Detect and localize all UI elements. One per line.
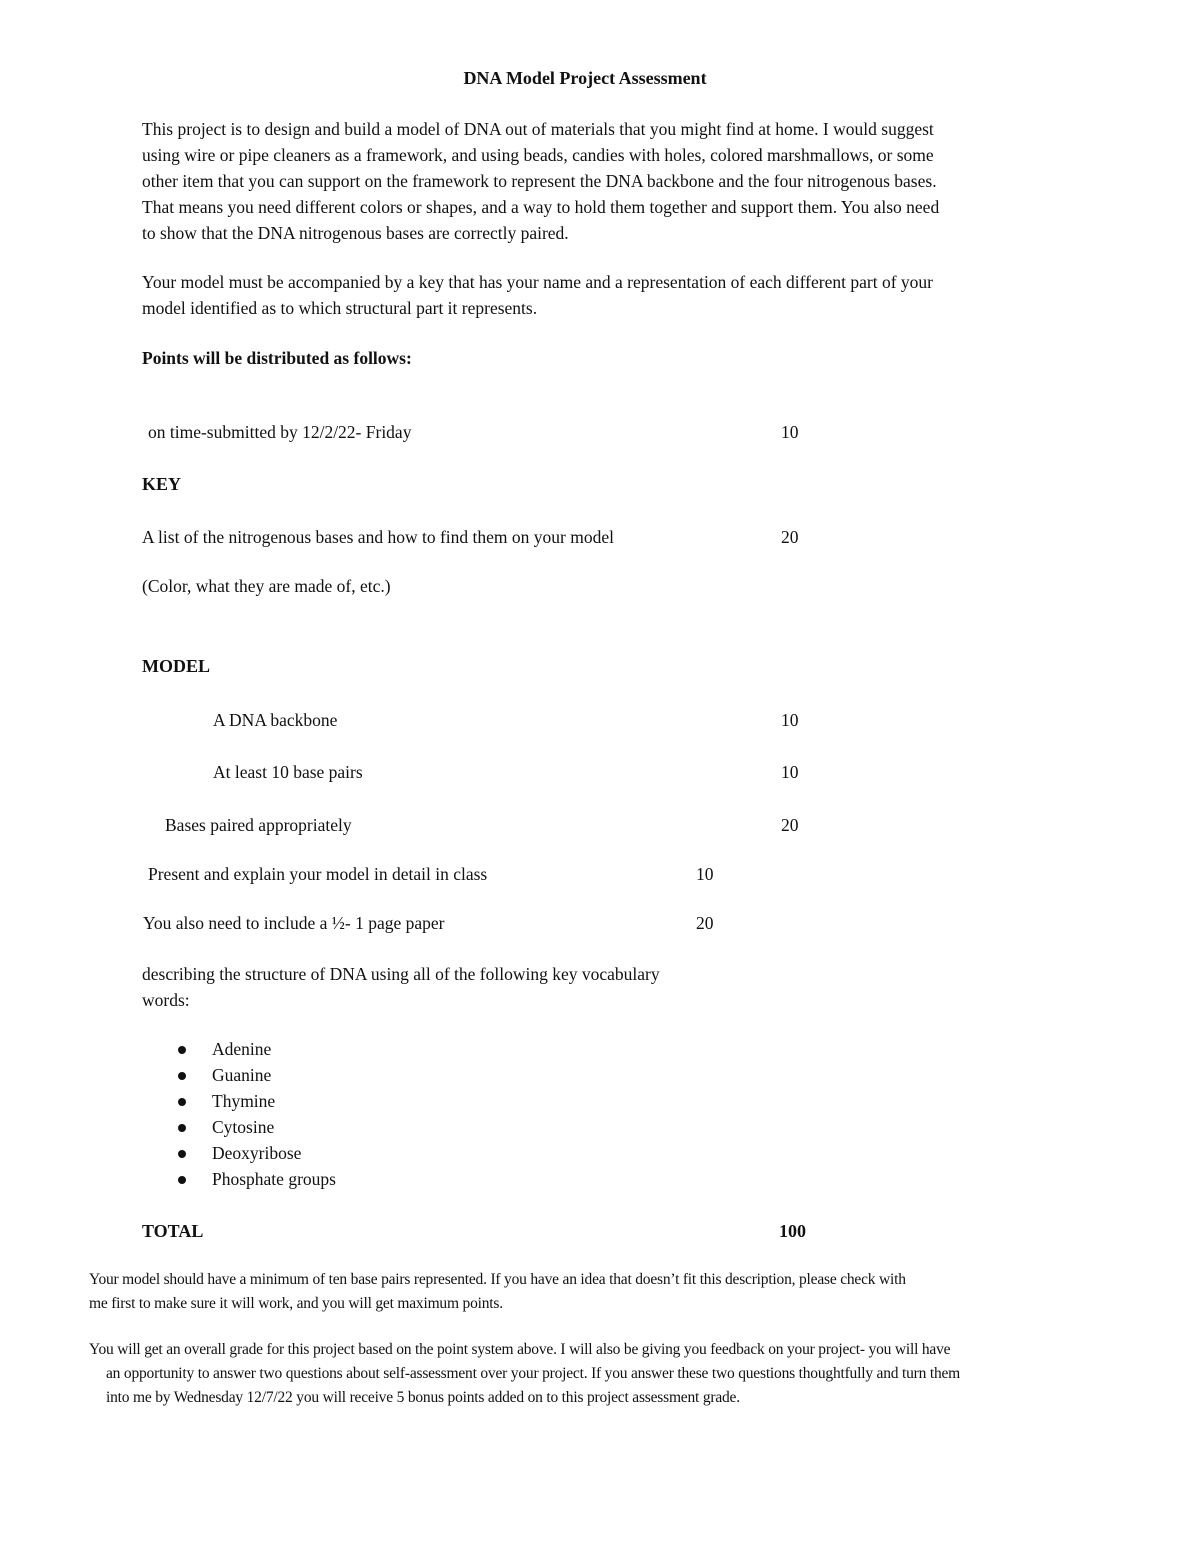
list-item	[178, 1062, 336, 1088]
rubric-label-paper: You also need to include a ½- 1 page paper	[143, 913, 445, 933]
key-heading: KEY	[142, 474, 182, 494]
paper-description-line: describing the structure of DNA using all of the following key vocabulary	[142, 964, 660, 984]
rubric-label-key-list: A list of the nitrogenous bases and how to find them on your model	[142, 527, 614, 547]
key-requirement-paragraph	[142, 269, 1047, 321]
list-item	[178, 1114, 336, 1140]
paper-description	[142, 961, 1047, 1013]
key-note: (Color, what they are made of, etc.)	[142, 576, 391, 596]
footer-note-line: me first to make sure it will work, and you will get maximum points.	[89, 1295, 503, 1312]
rubric-points-paired: 20	[781, 815, 799, 835]
intro-line: This project is to design and build a model of DNA out of materials that you might find at home. I would suggest	[142, 119, 934, 139]
rubric-label-base-pairs: At least 10 base pairs	[213, 762, 363, 782]
vocab-term: Deoxyribose	[212, 1143, 302, 1163]
paper-description-line: words:	[142, 990, 190, 1010]
rubric-points-key-list: 20	[781, 527, 799, 547]
list-item	[178, 1140, 336, 1166]
key-requirement-line: model identified as to which structural part it represents.	[142, 298, 538, 318]
intro-line: That means you need different colors or shapes, and a way to hold them together and support them. You also need	[142, 197, 940, 217]
vocabulary-list	[178, 1036, 336, 1192]
footer-grade-line: an opportunity to answer two questions about self-assessment over your project. If you answer these two questions thoughtfully and turn them	[106, 1365, 961, 1382]
rubric-label-on-time: on time-submitted by 12/2/22- Friday	[148, 422, 412, 442]
footer-note-line: Your model should have a minimum of ten base pairs represented. If you have an idea that doesn’t fit this description, please check with	[89, 1271, 906, 1288]
vocab-term: Adenine	[212, 1039, 272, 1059]
bullet-icon	[178, 1072, 186, 1080]
rubric-points-on-time: 10	[781, 422, 799, 442]
bullet-icon	[178, 1098, 186, 1106]
vocab-term: Guanine	[212, 1065, 272, 1085]
list-item	[178, 1036, 336, 1062]
rubric-label-paired: Bases paired appropriately	[165, 815, 352, 835]
intro-paragraph	[142, 116, 1047, 246]
rubric-label-present: Present and explain your model in detail in class	[148, 864, 488, 884]
points-heading: Points will be distributed as follows:	[142, 348, 412, 368]
total-label: TOTAL	[142, 1221, 204, 1241]
vocab-term: Cytosine	[212, 1117, 275, 1137]
list-item	[178, 1166, 336, 1192]
document-title: DNA Model Project Assessment	[463, 68, 707, 88]
bullet-icon	[178, 1150, 186, 1158]
total-points: 100	[779, 1221, 806, 1241]
vocab-term: Phosphate groups	[212, 1169, 336, 1189]
list-item	[178, 1088, 336, 1114]
rubric-points-base-pairs: 10	[781, 762, 799, 782]
footer-grade-line: You will get an overall grade for this project based on the point system above. I will also be giving you feedback on your project- you will have	[89, 1341, 951, 1358]
footer-grade-line: into me by Wednesday 12/7/22 you will receive 5 bonus points added on to this project assessment grade.	[106, 1389, 740, 1406]
rubric-label-backbone: A DNA backbone	[213, 710, 338, 730]
rubric-points-backbone: 10	[781, 710, 799, 730]
bullet-icon	[178, 1124, 186, 1132]
vocab-term: Thymine	[212, 1091, 276, 1111]
rubric-points-present: 10	[696, 864, 714, 884]
intro-line: other item that you can support on the framework to represent the DNA backbone and the four nitrogenous bases.	[142, 171, 937, 191]
bullet-icon	[178, 1176, 186, 1184]
bullet-icon	[178, 1046, 186, 1054]
model-heading: MODEL	[142, 656, 211, 676]
rubric-points-paper: 20	[696, 913, 714, 933]
intro-line: using wire or pipe cleaners as a framework, and using beads, candies with holes, colored marshmallows, or some	[142, 145, 934, 165]
intro-line: to show that the DNA nitrogenous bases are correctly paired.	[142, 223, 569, 243]
key-requirement-line: Your model must be accompanied by a key that has your name and a representation of each different part of your	[142, 272, 933, 292]
